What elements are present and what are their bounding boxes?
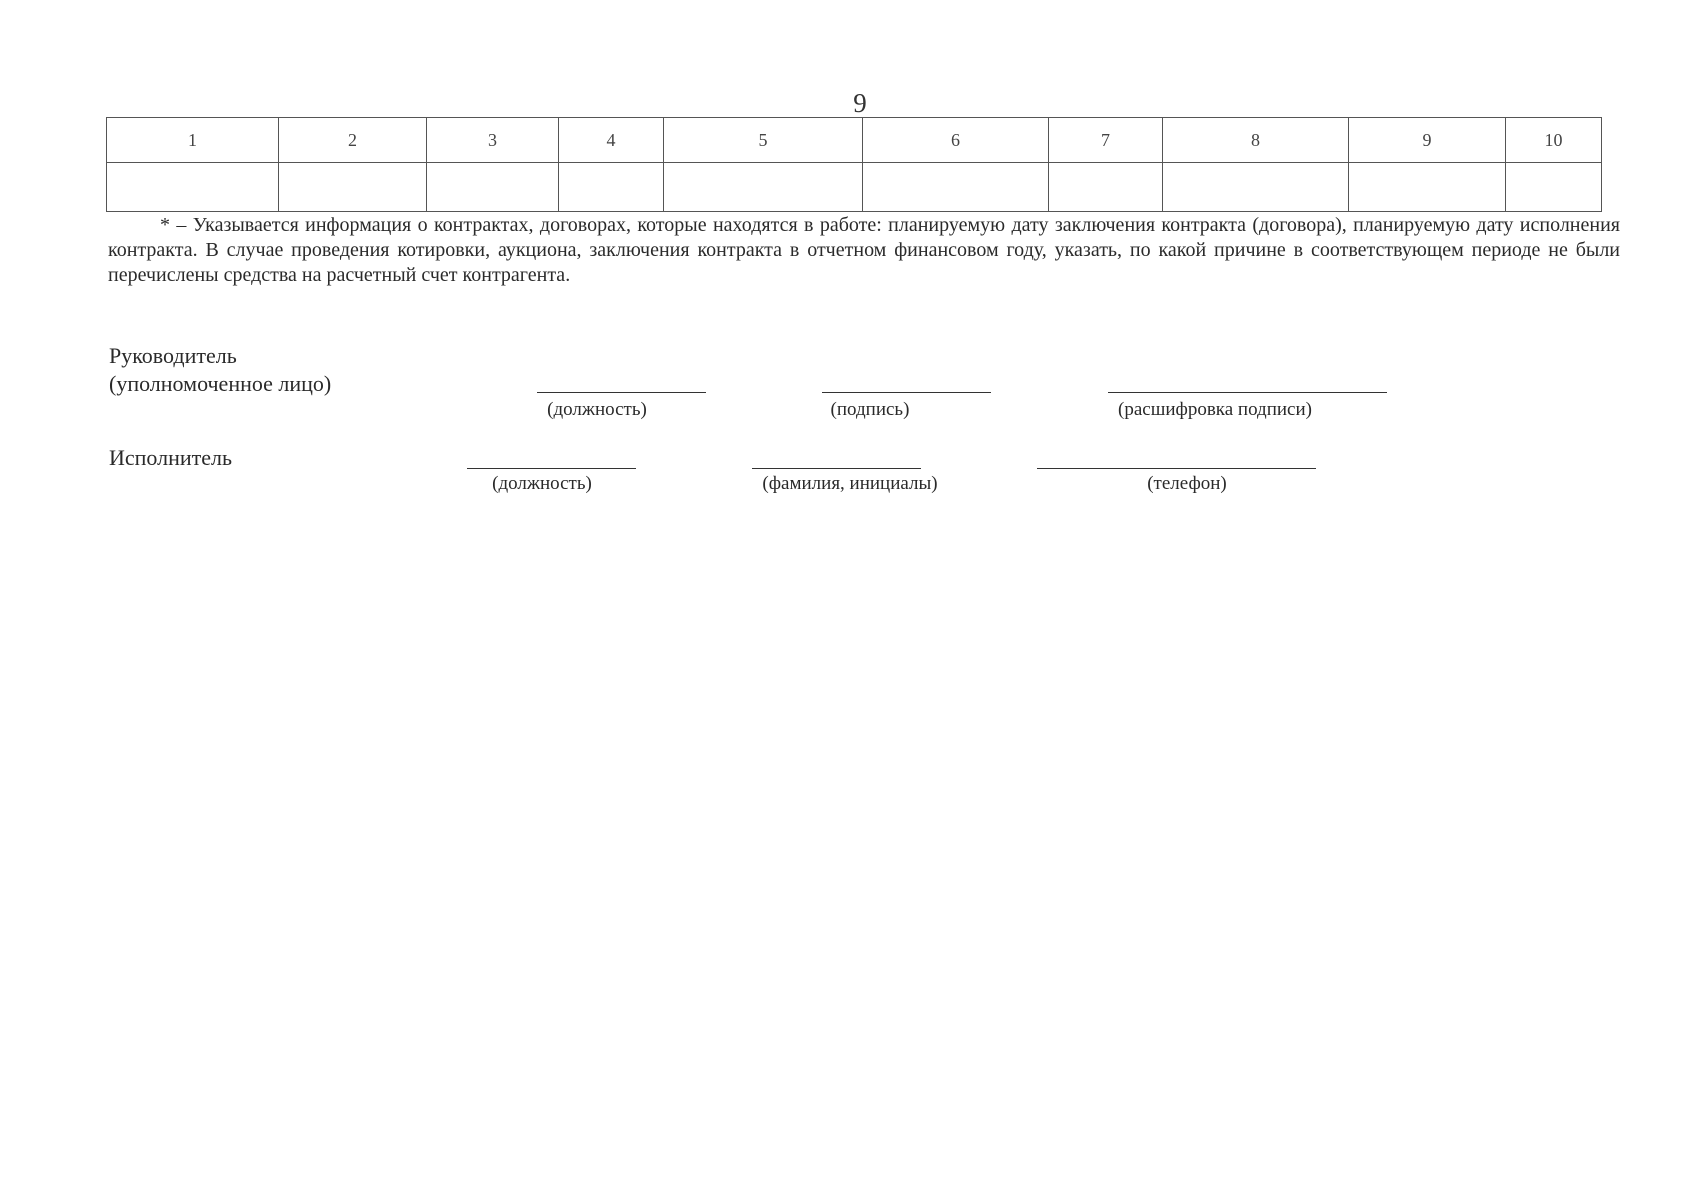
executor-name-line — [752, 468, 921, 469]
manager-title: Руководитель — [109, 343, 237, 368]
table-cell — [1506, 163, 1602, 212]
column-number: 4 — [559, 118, 664, 163]
page-number: 9 — [853, 88, 867, 118]
executor-name-caption: (фамилия, инициалы) — [762, 473, 938, 494]
executor-phone-line — [1037, 468, 1316, 469]
column-number: 7 — [1049, 118, 1163, 163]
executor-title: Исполнитель — [109, 445, 233, 470]
manager-decoding-caption: (расшифровка подписи) — [1118, 399, 1312, 420]
column-number: 9 — [1349, 118, 1506, 163]
table-cell — [427, 163, 559, 212]
data-table — [106, 117, 1602, 212]
column-number: 6 — [863, 118, 1049, 163]
executor-phone-caption: (телефон) — [1147, 473, 1227, 494]
table-header-row — [107, 118, 1602, 163]
table-cell — [279, 163, 427, 212]
table-cell — [1163, 163, 1349, 212]
table-cell — [863, 163, 1049, 212]
column-number: 10 — [1506, 118, 1602, 163]
column-number: 1 — [107, 118, 279, 163]
column-number: 8 — [1163, 118, 1349, 163]
manager-position-caption: (должность) — [547, 399, 647, 420]
table-cell — [1349, 163, 1506, 212]
table-cell — [107, 163, 279, 212]
column-number: 2 — [279, 118, 427, 163]
manager-position-line — [537, 392, 706, 393]
table-cell — [1049, 163, 1163, 212]
footnote: * – Указывается информация о контрактах, договорах, которые находятся в работе: планируемую дату заключения контракта (договора), планируемую дату исполнения контракта. В случае проведения котировки, аукциона, заключения контракта в отчетном финансовом году, указать, по какой причине в соответствующем периоде не были перечислены средства на расчетный счет контрагента. — [108, 214, 1620, 286]
manager-signature-line — [822, 392, 991, 393]
manager-subtitle: (уполномоченное лицо) — [109, 371, 332, 396]
executor-position-caption: (должность) — [492, 473, 592, 494]
manager-decoding-line — [1108, 392, 1387, 393]
manager-signature-caption: (подпись) — [830, 399, 910, 420]
column-number: 3 — [427, 118, 559, 163]
table-cell — [664, 163, 863, 212]
table-cell — [559, 163, 664, 212]
column-number: 5 — [664, 118, 863, 163]
table-row — [107, 163, 1602, 212]
executor-position-line — [467, 468, 636, 469]
